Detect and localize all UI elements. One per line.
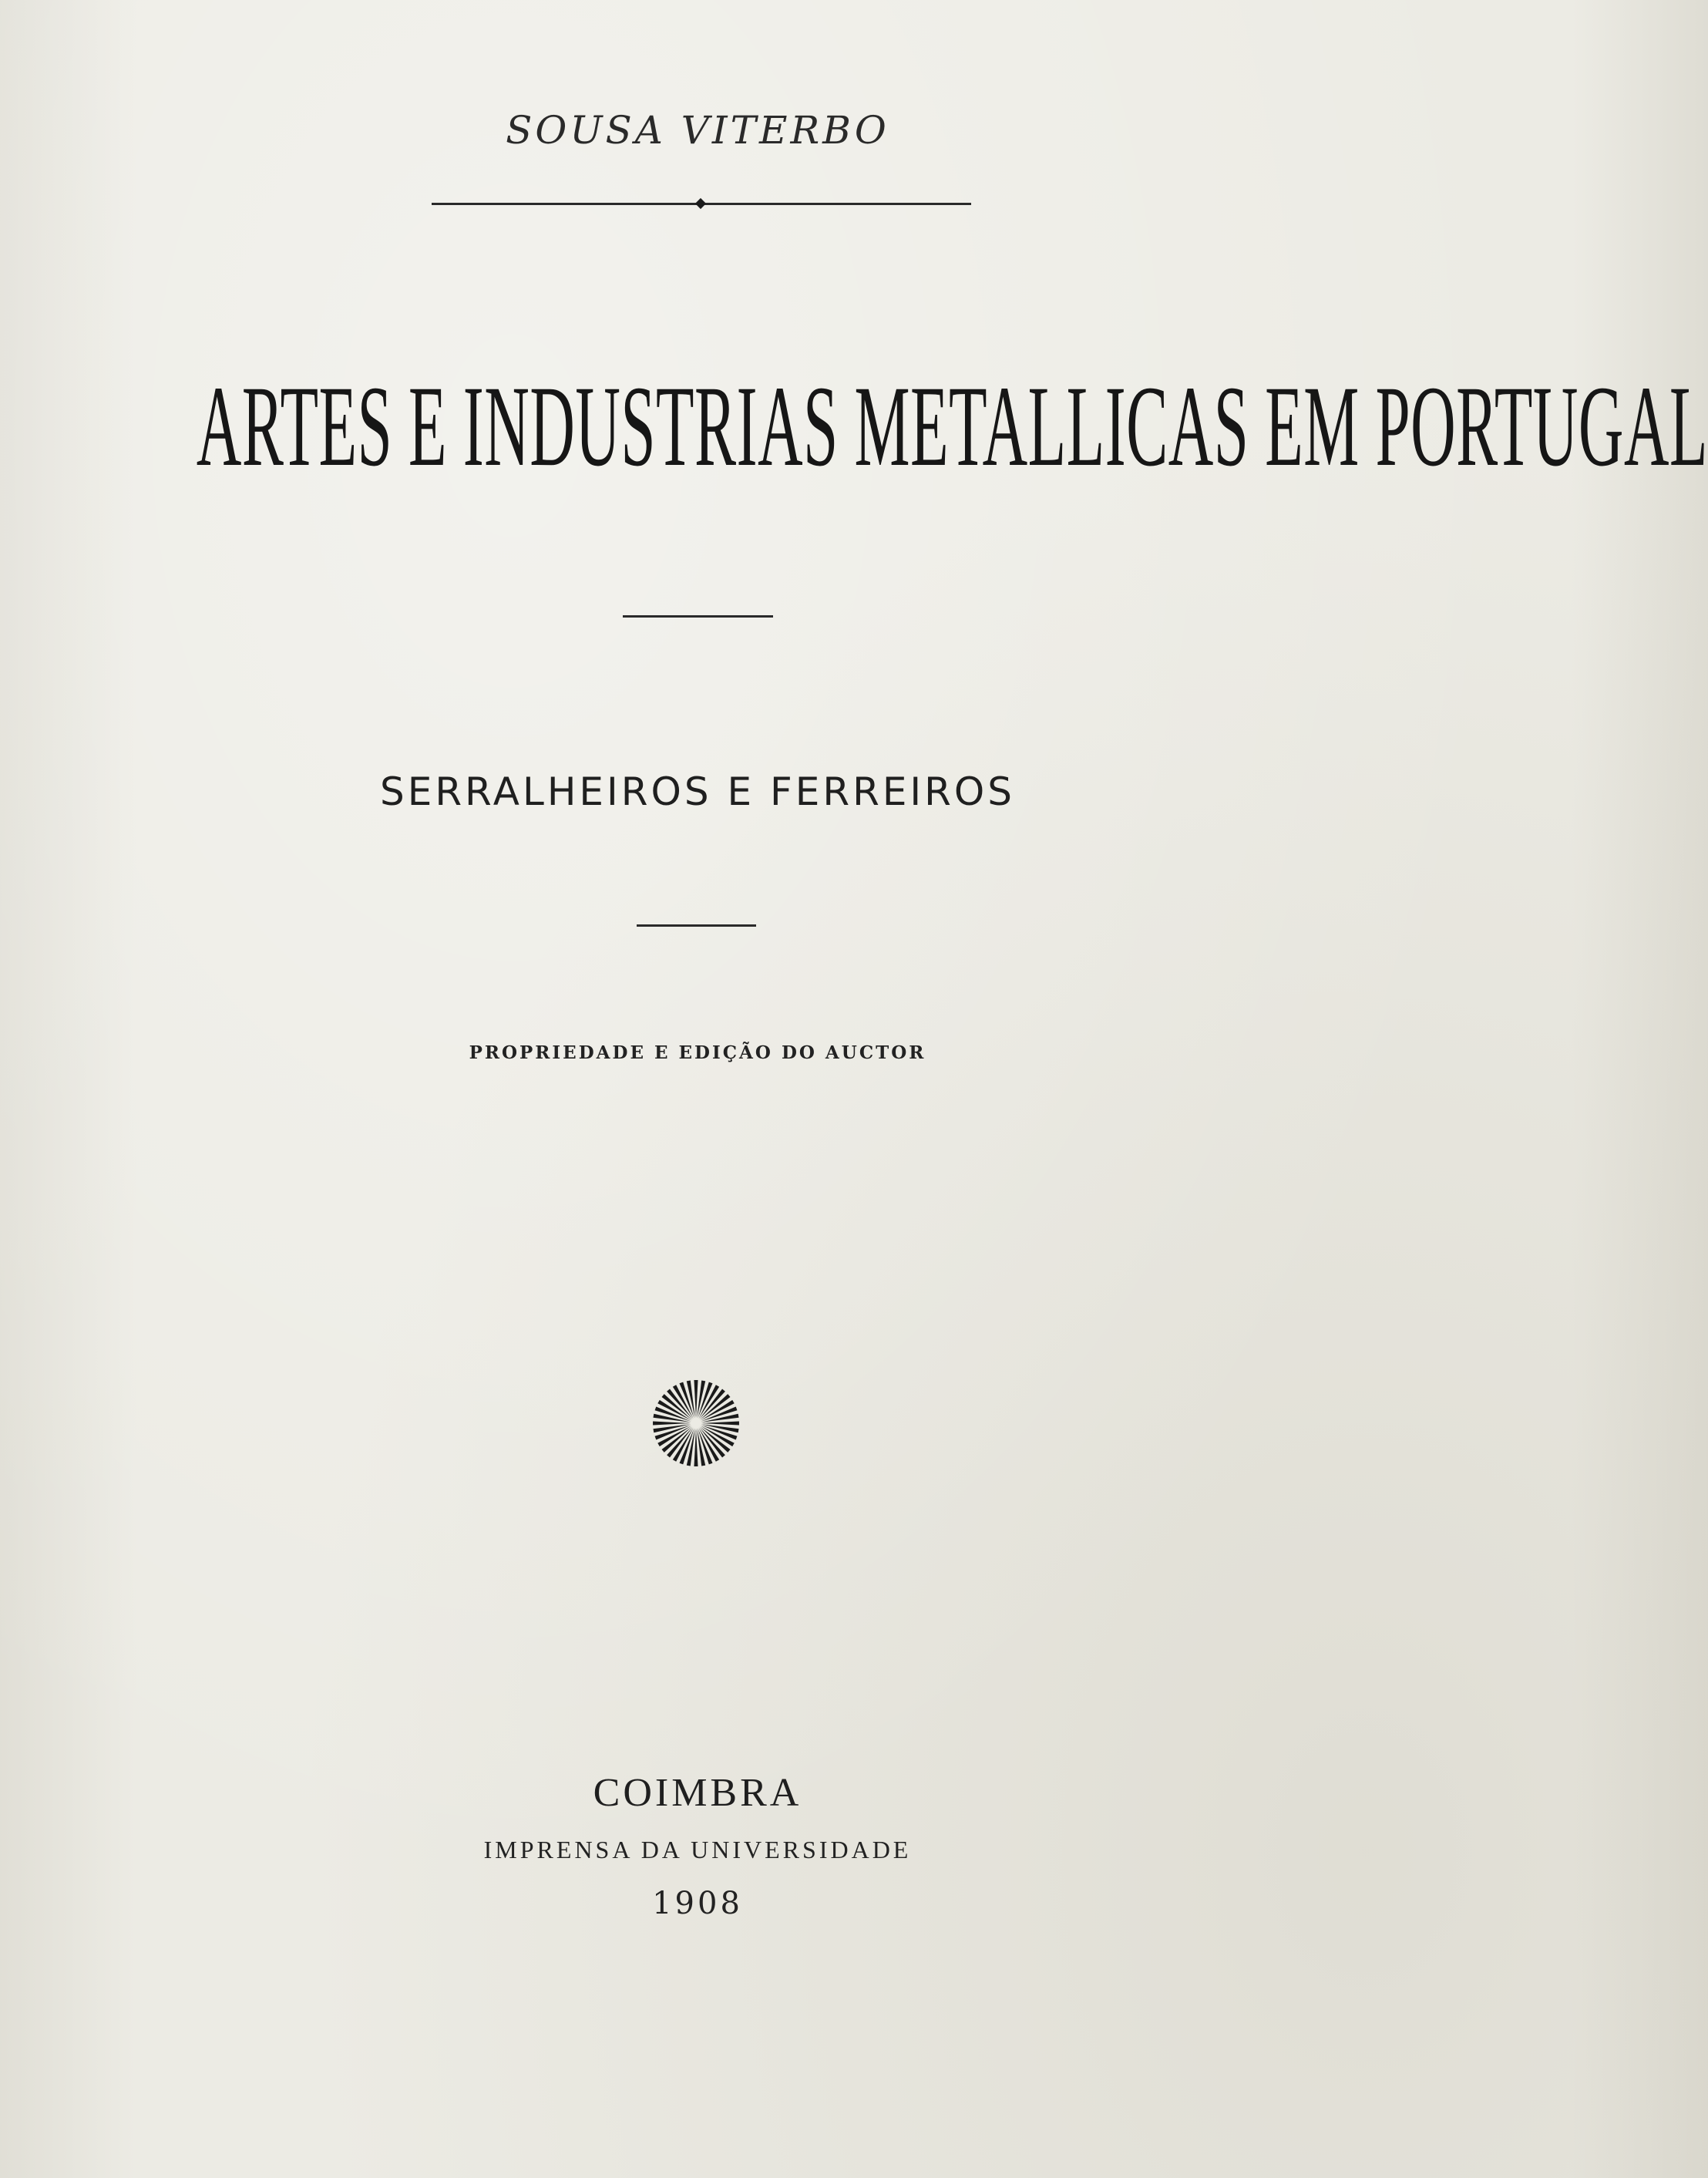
sunburst-ray	[694, 1380, 698, 1418]
rights-statement: PROPRIEDADE E EDIÇÃO DO AUCTOR	[469, 1042, 926, 1063]
sunburst-ornament-icon	[650, 1377, 742, 1469]
imprint-press: IMPRENSA DA UNIVERSIDADE	[483, 1836, 912, 1863]
sunburst-ray	[694, 1429, 698, 1466]
book-title: ARTES E INDUSTRIAS METALLICAS EM PORTUGAL	[196, 362, 1708, 490]
author-rule-divider	[432, 203, 971, 205]
title-rule-divider	[623, 615, 773, 618]
imprint-city: COIMBRA	[593, 1771, 802, 1815]
diamond-ornament-icon	[695, 198, 706, 209]
book-subtitle: SERRALHEIROS E FERREIROS	[379, 769, 1015, 814]
author-name: SOUSA VITERBO	[506, 108, 889, 153]
sunburst-ray	[653, 1421, 691, 1425]
sunburst-ray	[701, 1421, 739, 1425]
imprint-year: 1908	[652, 1886, 743, 1921]
sunburst-center	[691, 1419, 701, 1428]
subtitle-rule-divider	[637, 924, 756, 927]
